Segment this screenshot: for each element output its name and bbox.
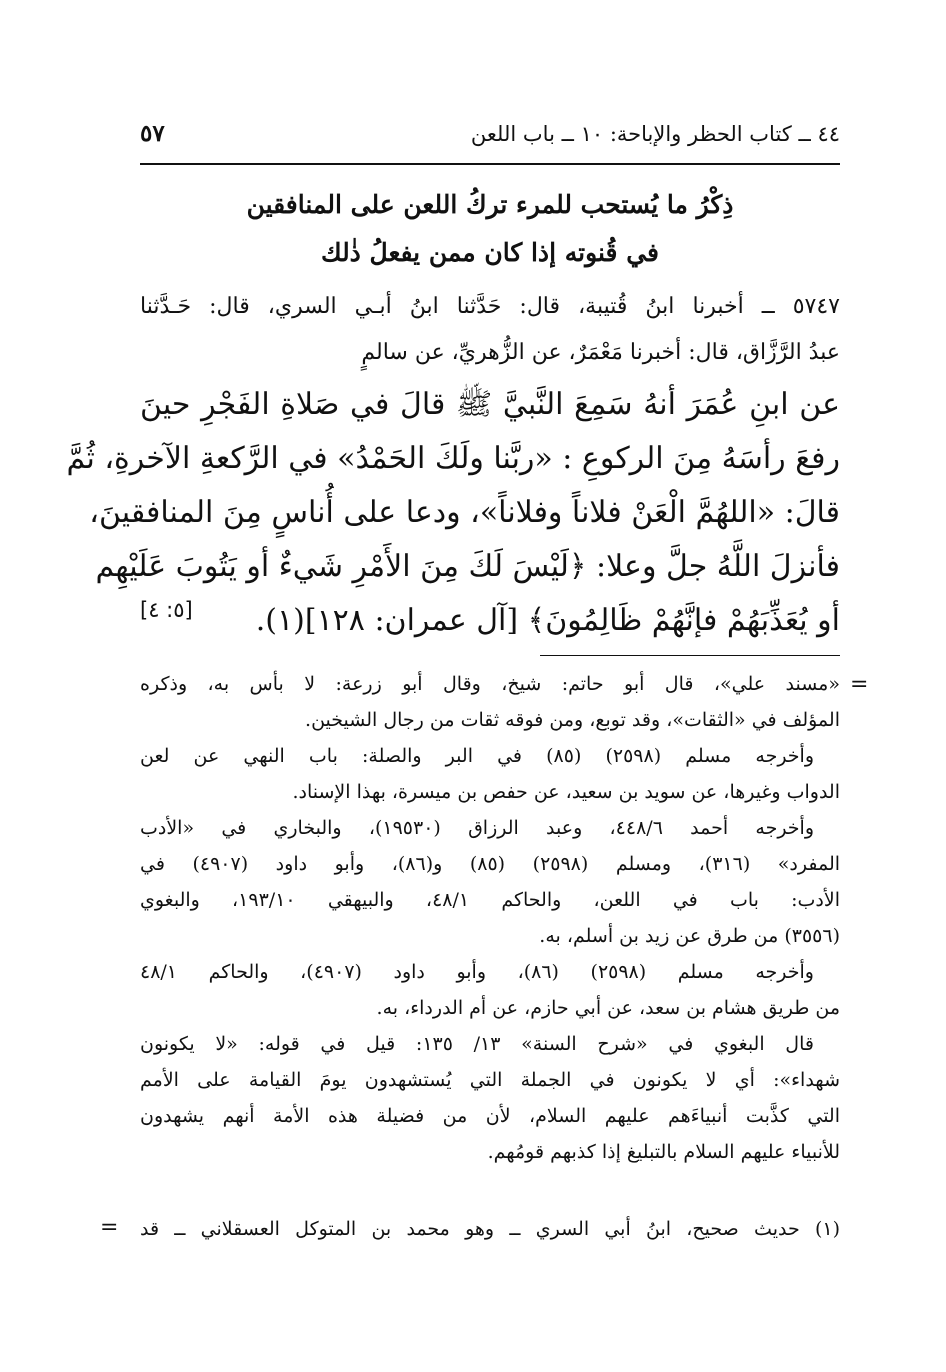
hadith-isnad xyxy=(140,284,840,376)
note-line: الدواب وغيرها، عن سويد بن سعيد، عن حفص بن ميسرة، بهذا الإسناد. xyxy=(292,781,840,803)
note-line: قال البغوي في «شرح السنة» ١٣/ ١٣٥: قيل في قوله: «لا يكونون xyxy=(140,1033,814,1055)
note-line: «مسند علي»، قال أبو حاتم: شيخ، وقال أبو زرعة: لا بأس به، وذكره xyxy=(140,673,840,695)
running-header xyxy=(140,118,840,158)
note-line: (٣٥٥٦) من طرق عن زيد بن أسلم، به. xyxy=(539,925,840,947)
matn-line: عن ابنِ عُمَرَ أنهُ سَمِعَ النَّبيَّ ﷺ قالَ في صَلاةِ الفَجْرِ حينَ xyxy=(140,387,840,422)
note-line: المفرد» (٣١٦)، ومسلم (٢٥٩٨) (٨٥) و(٨٦)، وأبو داود (٤٩٠٧) في xyxy=(140,853,841,875)
footnote-1: (١) حديث صحيح، ابنُ أبي السري ــ وهو محمد بن المتوكل العسقلاني ــ قد xyxy=(140,1218,840,1240)
note-line: الأدب: باب في اللعن، والحاكم ٤٨/١، والبيهقي ١٩٣/١٠، والبغوي xyxy=(140,889,840,911)
footnote-divider xyxy=(540,655,840,656)
matn-line: أو يُعَذِّبَهُمْ فإنَّهُمْ ظَالِمُونَ﴾ [آل عمران: ١٢٨](١). xyxy=(255,603,840,638)
note-line: المؤلف في «الثقات»، وقد توبع، ومن فوقه ثقات من رجال الشيخين. xyxy=(305,709,840,731)
footnotes xyxy=(140,666,840,1170)
footnote-continuation-mark: = xyxy=(100,1215,119,1240)
section-heading-line-2: في قُنوته إذا كان ممن يفعلُ ذٰلك xyxy=(321,238,659,267)
note-line: من طريق هشام بن سعد، عن أبي حازم، عن أم الدرداء، به. xyxy=(376,997,840,1019)
continuation-mark: = xyxy=(850,672,869,697)
hadith-reference: [٥: ٤] xyxy=(140,598,193,622)
note-line: شهداء»: أي لا يكونون في الجملة التي يُستشهدون يومَ القيامة على الأمم xyxy=(140,1069,840,1091)
isnad-line: ٥٧٤٧ ــ أخبرنا ابنُ قُتيبة، قال: حَدَّثنا ابنُ أبـي السري، قال: حَـدَّثنا xyxy=(140,294,840,319)
note-line: وأخرجه أحمد ٤٤٨/٦، وعبد الرزاق (١٩٥٣٠)، والبخاري في «الأدب xyxy=(140,817,814,839)
matn-line: فأنزلَ اللَّهُ جلَّ وعلا: ﴿لَيْسَ لَكَ مِنَ الأَمْرِ شَيءٌ أو يَتُوبَ عَلَيْهِم xyxy=(95,549,840,584)
page-number: ٥٧ xyxy=(140,120,165,147)
matn-line: قالَ: «اللهُمَّ الْعَنْ فلاناً وفلاناً»، ودعا على أُناسٍ مِنَ المنافقينَ، xyxy=(89,495,840,530)
hadith-matn xyxy=(66,378,840,648)
note-line: للأنبياء عليهم السلام بالتبليغ إذا كذبهم قومُهم. xyxy=(487,1141,840,1163)
isnad-line: عبدُ الرَّزَّاق، قال: أخبرنا مَعْمَرٌ، عن الزُّهريِّ، عن سالمٍ xyxy=(361,340,840,365)
note-line: وأخرجه مسلم (٢٥٩٨) (٨٥) في البر والصلة: باب النهي عن لعن xyxy=(140,745,814,767)
header-divider xyxy=(140,163,840,165)
chapter-title: ٤٤ ــ كتاب الحظر والإباحة: ١٠ ــ باب اللعن xyxy=(470,122,840,146)
note-line: التي كذَّبت أنبياءَهم عليهم السلام، لأن من فضيلة هذه الأمة أنهم يشهدون xyxy=(140,1105,840,1127)
section-heading-line-1: ذِكْرُ ما يُستحب للمرء تركُ اللعن على المنافقين xyxy=(246,190,734,219)
matn-line: رفعَ رأسَهُ مِنَ الركوعِ : «ربَّنا ولَكَ الحَمْدُ» في الرَّكعةِ الآخرةِ، ثُمَّ xyxy=(66,441,840,476)
note-line: وأخرجه مسلم (٢٥٩٨) (٨٦)، وأبو داود (٤٩٠٧)، والحاكم ٤٨/١ xyxy=(140,961,814,983)
